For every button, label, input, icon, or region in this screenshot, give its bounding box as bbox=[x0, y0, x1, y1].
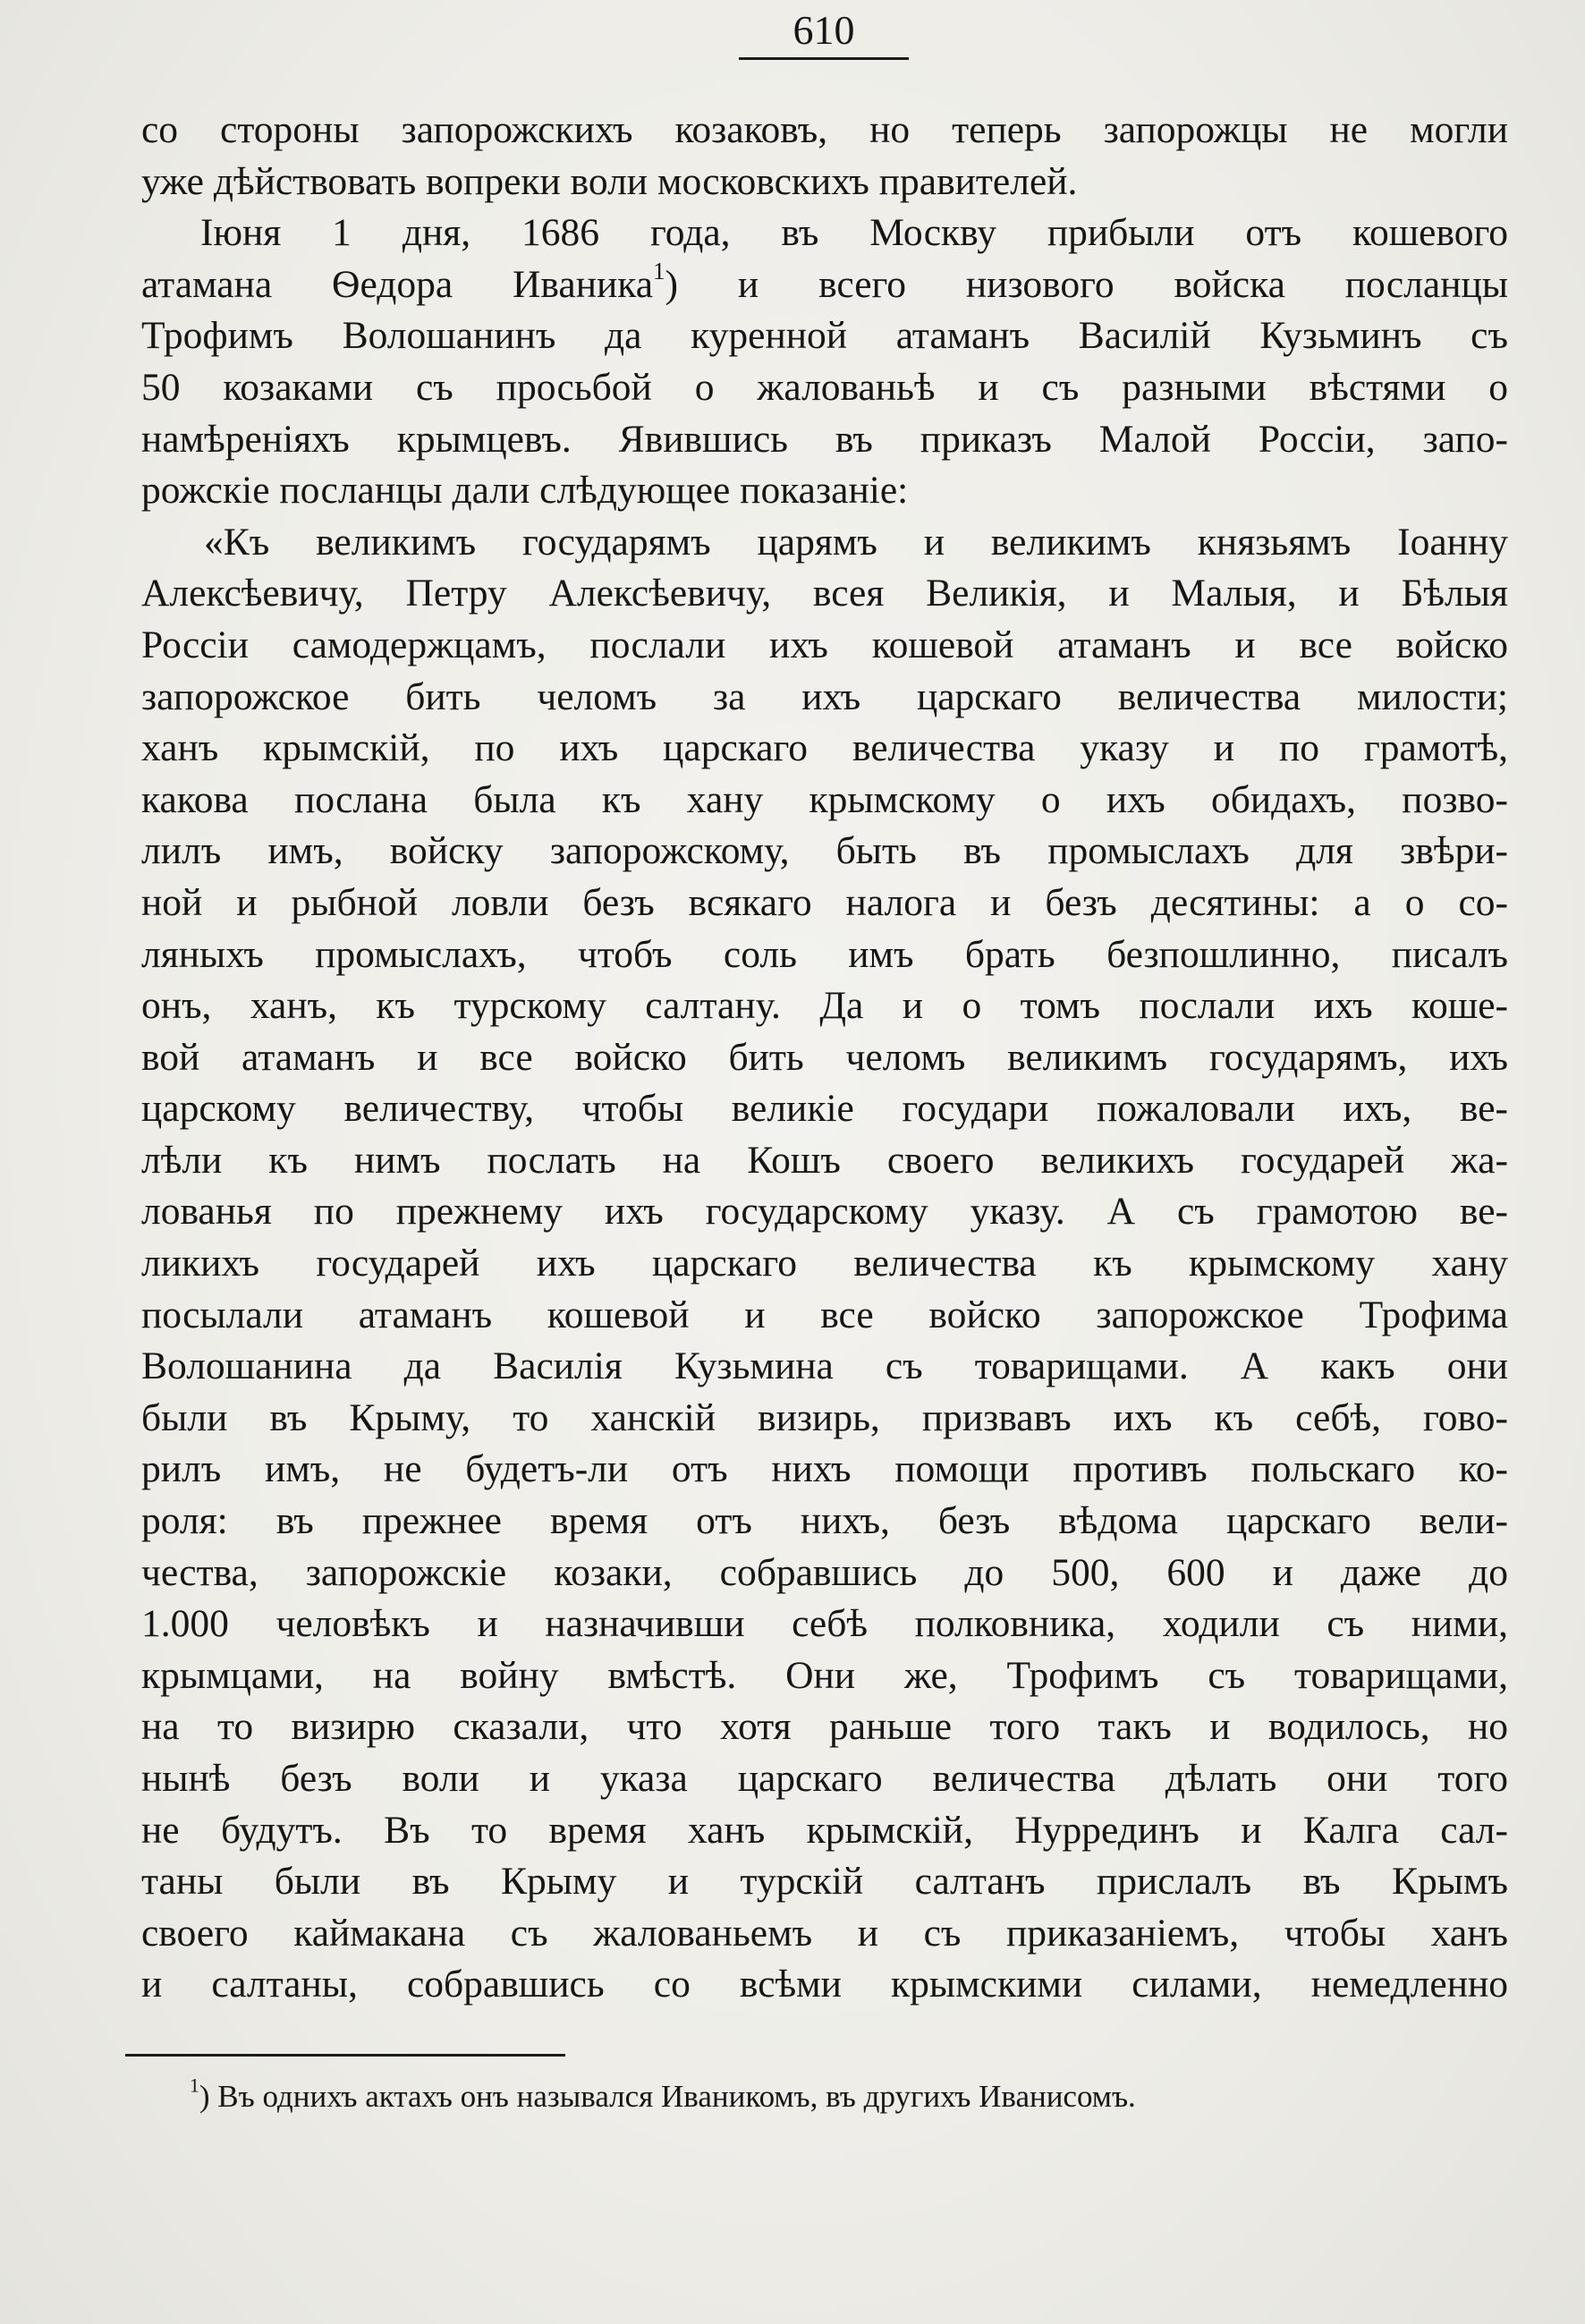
main-text bbox=[141, 105, 1508, 2011]
text-line-35: таны были въ Крыму и турскій салтанъ прислалъ въ Крымъ bbox=[141, 1860, 1508, 1904]
footnote-reference[interactable]: 1 bbox=[653, 259, 665, 284]
text-line-27: рилъ имъ, не будетъ-ли отъ нихъ помощи противъ польскаго ко- bbox=[141, 1447, 1508, 1491]
text-line-31: крымцами, на войну вмѣстѣ. Они же, Трофимъ съ товарищами, bbox=[141, 1653, 1508, 1697]
text-line-1: со стороны запорожскихъ козаковъ, но теперь запорожцы не могли bbox=[141, 108, 1508, 151]
text-line-34: не будутъ. Въ то время ханъ крымскій, Нуррединъ и Калга сал- bbox=[141, 1808, 1508, 1852]
text-line-33: нынѣ безъ воли и указа царскаго величества дѣлать они того bbox=[141, 1757, 1508, 1800]
text-line-19: вой атаманъ и все войско бить челомъ великимъ государямъ, ихъ bbox=[141, 1035, 1508, 1079]
footnote bbox=[190, 2075, 1496, 2118]
text-line-25: Волошанина да Василія Кузьмина съ товарищами. А какъ они bbox=[141, 1344, 1508, 1388]
text-line-10: Алексѣевичу, Петру Алексѣевичу, всея Великія, и Малыя, и Бѣлыя bbox=[141, 572, 1508, 615]
text-line-5: Трофимъ Волошанинъ да куренной атаманъ Василій Кузьминъ съ bbox=[141, 314, 1508, 358]
text-line-14: какова послана была къ хану крымскому о ихъ обидахъ, позво- bbox=[141, 777, 1508, 821]
text-line-21: лѣли къ нимъ послать на Кошъ своего великихъ государей жа- bbox=[141, 1138, 1508, 1182]
text-line-22: лованья по прежнему ихъ государскому указу. А съ грамотою ве- bbox=[141, 1190, 1508, 1234]
footnote-rule bbox=[125, 2054, 565, 2057]
page-number: 610 bbox=[792, 7, 855, 53]
text-line-7: намѣреніяхъ крымцевъ. Явившись въ приказъ Малой Россіи, запо- bbox=[141, 417, 1508, 461]
text-line-30: 1.000 человѣкъ и назначивши себѣ полковника, ходили съ ними, bbox=[141, 1602, 1508, 1646]
footnote-text: ) Въ однихъ актахъ онъ назывался Иваникомъ, въ другихъ Иванисомъ. bbox=[199, 2079, 1136, 2114]
text-line-8: рожскіе посланцы дали слѣдующее показаніе: bbox=[141, 469, 909, 513]
footnote-mark: 1 bbox=[190, 2074, 199, 2097]
text-line-12: запорожское бить челомъ за ихъ царскаго величества милости; bbox=[141, 674, 1508, 718]
text-line-24: посылали атаманъ кошевой и все войско запорожское Трофима bbox=[141, 1293, 1508, 1336]
text-line-2: уже дѣйствовать вопреки воли московскихъ правителей. bbox=[141, 159, 1078, 203]
text-line-4: атамана Ѳедора Иваника$^1$) и всего низового войска посланцы bbox=[141, 259, 1508, 311]
text-line-6: 50 козаками съ просьбой о жалованьѣ и съ разными вѣстями о bbox=[141, 365, 1508, 409]
text-line-17: ляныхъ промыслахъ, чтобъ соль имъ брать безпошлинно, писалъ bbox=[141, 932, 1508, 976]
text-line-16: ной и рыбной ловли безъ всякаго налога и безъ десятины: а о со- bbox=[141, 880, 1508, 924]
text-line-11: Россіи самодержцамъ, послали ихъ кошевой атаманъ и все войско bbox=[141, 623, 1508, 666]
text-line-32: на то визирю сказали, что хотя раньше того такъ и водилось, но bbox=[141, 1705, 1508, 1749]
text-line-23: ликихъ государей ихъ царскаго величества къ крымскому хану bbox=[141, 1242, 1508, 1285]
page-number-rule bbox=[739, 57, 909, 60]
text-line-20: царскому величеству, чтобы великіе государи пожаловали ихъ, ве- bbox=[141, 1087, 1508, 1131]
text-line-9: «Къ великимъ государямъ царямъ и великимъ князьямъ Іоанну bbox=[204, 520, 1508, 564]
text-line-37: и салтаны, собравшись со всѣми крымскими силами, немедленно bbox=[141, 1963, 1508, 2006]
text-line-18: онъ, ханъ, къ турскому салтану. Да и о томъ послали ихъ коше- bbox=[141, 984, 1508, 1028]
text-line-13: ханъ крымскій, по ихъ царскаго величества указу и по грамотѣ, bbox=[141, 726, 1508, 770]
text-line-29: чества, запорожскіе козаки, собравшись до 500, 600 и даже до bbox=[141, 1550, 1508, 1594]
text-line-36: своего каймакана съ жалованьемъ и съ приказаніемъ, чтобы ханъ bbox=[141, 1911, 1508, 1955]
text-line-26: были въ Крыму, то ханскій визирь, призвавъ ихъ къ себѣ, гово- bbox=[141, 1395, 1508, 1439]
text-line-15: лилъ имъ, войску запорожскому, быть въ промыслахъ для звѣри- bbox=[141, 829, 1508, 873]
text-line-28: роля: въ прежнее время отъ нихъ, безъ вѣдома царскаго вели- bbox=[141, 1499, 1508, 1543]
text-line-3: Іюня 1 дня, 1686 года, въ Москву прибыли отъ кошевого bbox=[200, 211, 1508, 255]
